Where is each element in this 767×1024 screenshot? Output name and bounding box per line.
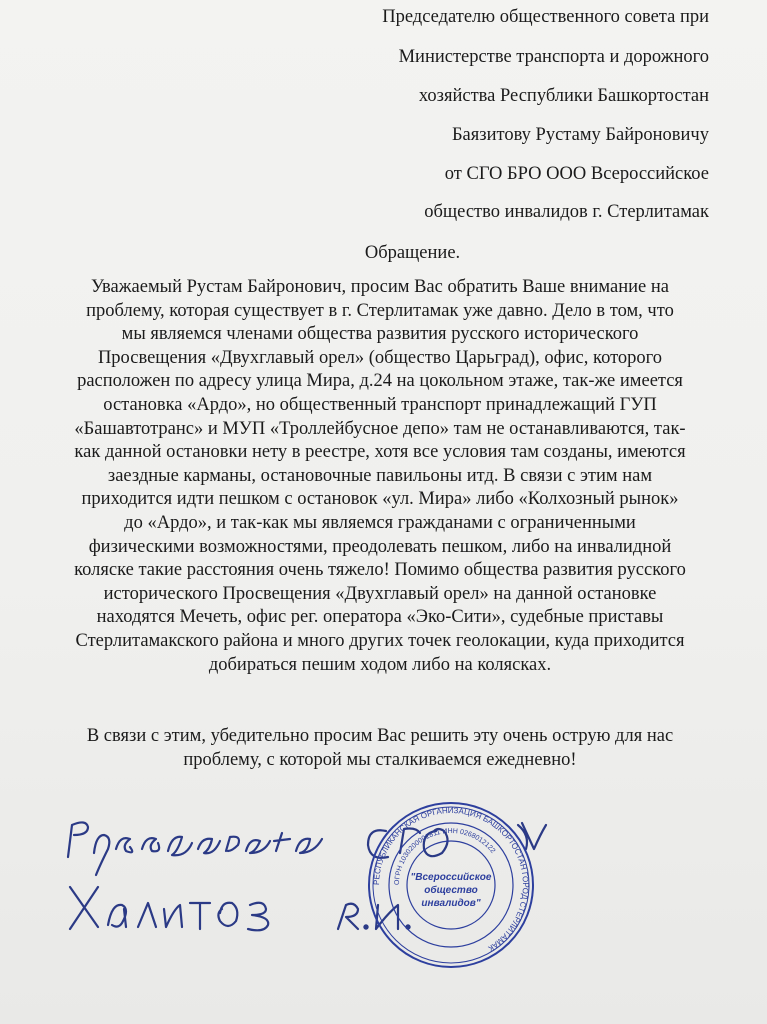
body-line: добираться пешим ходом либо на колясках. — [208, 654, 552, 675]
body-line: приходится идти пешком с остановок «ул. Мира» либо «Колхозный рынок» — [81, 489, 679, 510]
stamp-center-line: общество — [424, 885, 478, 896]
body-line: до «Ардо», и так-как мы являемся гражданами с ограниченными — [124, 512, 636, 533]
addressee-line: Председателю общественного совета при — [382, 7, 709, 27]
body-line: физическими возможностями, преодолевать пешком, либо на инвалидной — [88, 536, 672, 557]
body-paragraph — [30, 276, 730, 677]
organization-stamp — [366, 800, 536, 970]
body-line: остановка «Ардо», но общественный транспорт принадлежащий ГУП — [103, 394, 657, 415]
body-line: коляске такие расстояния очень тяжело! Помимо общества развития русского — [74, 560, 686, 581]
document-title: Обращение. — [364, 243, 461, 263]
stamp-inner-ring-text: ОГРН 1030200001811 ИНН 0268012122 — [393, 827, 497, 886]
body-line: «Башавтотранс» и МУП «Троллейбусное депо» там не останавливаются, так- — [74, 418, 686, 439]
stamp-center-line: инвалидов" — [421, 898, 481, 909]
addressee-line: от СГО БРО ООО Всероссийское — [444, 164, 709, 184]
body-line: расположен по адресу улица Мира, д.24 на цокольном этаже, так-же имеется — [77, 371, 683, 392]
addressee-line: Баязитову Рустаму Байроновичу — [451, 125, 709, 145]
stamp-center-line: "Всероссийское — [410, 872, 492, 883]
body-line: заездные карманы, остановочные павильоны итд. В связи с этим нам — [107, 465, 653, 486]
closing-line: проблему, с которой мы сталкиваемся ежедневно! — [183, 749, 577, 770]
addressee-line: общество инвалидов г. Стерлитамак — [424, 202, 709, 222]
addressee-line: хозяйства Республики Башкортостан — [418, 86, 709, 106]
body-line: Просвещения «Двухглавый орел» (общество Царьград), офис, которого — [97, 347, 663, 368]
body-line: находятся Мечеть, офис рег. оператора «Эко-Сити», судебные приставы — [96, 607, 664, 628]
body-line: мы являемся членами общества развития русского исторического — [121, 324, 639, 345]
body-line: как данной остановки нету в реестре, хотя все условия там созданы, имеются — [74, 442, 686, 463]
body-line: Стерлитамакского района и много других точек геолокации, куда приходится — [75, 630, 685, 651]
stamp-ring-text: РЕСПУБЛИКАНСКАЯ ОРГАНИЗАЦИЯ БАШКОРТОСТАН ГОРОД СТЕРЛИТАМАК — [371, 805, 531, 953]
addressee-line: Министерстве транспорта и дорожного — [398, 47, 709, 67]
body-line: проблему, которая существует в г. Стерлитамак уже давно. Дело в том, что — [86, 300, 674, 321]
closing-line: В связи с этим, убедительно просим Вас решить эту очень острую для нас — [86, 726, 674, 746]
closing-paragraph — [30, 725, 730, 772]
body-line: исторического Просвещения «Двухглавый орел» на данной остановке — [103, 583, 657, 604]
body-line: Уважаемый Рустам Байронович, просим Вас обратить Ваше внимание на — [91, 277, 669, 297]
